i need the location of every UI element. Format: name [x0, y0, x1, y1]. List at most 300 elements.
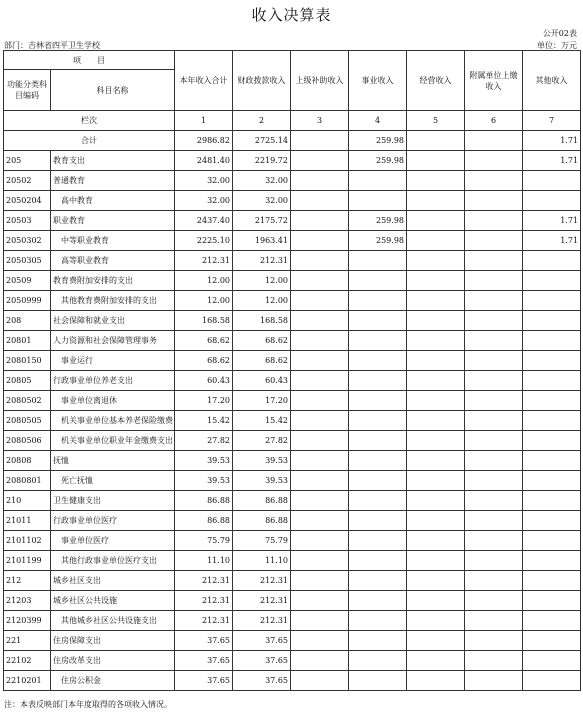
row-code: 2050204 [4, 191, 51, 211]
row-value [465, 471, 523, 491]
row-value: 60.43 [233, 371, 291, 391]
row-value [291, 651, 349, 671]
row-code: 2050999 [4, 291, 51, 311]
row-value [349, 571, 407, 591]
row-value: 11.10 [175, 551, 233, 571]
row-value [291, 351, 349, 371]
lanci-number: 5 [407, 111, 465, 131]
row-value: 1.71 [523, 211, 581, 231]
row-value: 75.79 [233, 531, 291, 551]
row-value [407, 411, 465, 431]
table-row [4, 171, 581, 191]
row-value [291, 531, 349, 551]
lanci-row [4, 111, 581, 131]
table-row [4, 551, 581, 571]
row-value: 259.98 [349, 151, 407, 171]
table-row [4, 571, 581, 591]
row-value [349, 651, 407, 671]
row-value [523, 471, 581, 491]
row-subject-name: 事业单位医疗 [51, 531, 175, 551]
row-subject-name: 行政事业单位医疗 [51, 511, 175, 531]
row-value: 39.53 [175, 471, 233, 491]
row-value [407, 651, 465, 671]
row-value: 15.42 [175, 411, 233, 431]
table-row [4, 351, 581, 371]
row-subject-name: 机关事业单位基本养老保险缴费 [51, 411, 175, 431]
row-value [523, 571, 581, 591]
row-value [349, 611, 407, 631]
row-code: 2120399 [4, 611, 51, 631]
row-value [523, 651, 581, 671]
table-row [4, 631, 581, 651]
row-value [291, 591, 349, 611]
total-value [407, 131, 465, 151]
row-value [407, 531, 465, 551]
row-value [349, 251, 407, 271]
row-value [465, 311, 523, 331]
row-value: 212.31 [233, 571, 291, 591]
row-value [291, 151, 349, 171]
row-value [291, 671, 349, 691]
row-code: 20509 [4, 271, 51, 291]
row-value: 212.31 [175, 611, 233, 631]
row-value [349, 351, 407, 371]
table-row [4, 471, 581, 491]
row-value [349, 311, 407, 331]
row-value: 212.31 [233, 251, 291, 271]
lanci-number: 6 [465, 111, 523, 131]
header-subject-name: 科目名称 [51, 70, 175, 111]
row-code: 205 [4, 151, 51, 171]
row-value [349, 591, 407, 611]
row-value [523, 291, 581, 311]
header-col-4: 事业收入 [349, 51, 407, 111]
row-subject-name: 事业单位离退休 [51, 391, 175, 411]
table-row [4, 191, 581, 211]
table-row [4, 371, 581, 391]
row-subject-name: 普通教育 [51, 171, 175, 191]
row-subject-name: 高等职业教育 [51, 251, 175, 271]
row-value [407, 511, 465, 531]
row-value [291, 371, 349, 391]
row-code: 2080801 [4, 471, 51, 491]
row-subject-name: 城乡社区公共设施 [51, 591, 175, 611]
row-value [291, 391, 349, 411]
row-value [349, 451, 407, 471]
row-code: 20808 [4, 451, 51, 471]
lanci-number: 4 [349, 111, 407, 131]
row-value [349, 391, 407, 411]
row-code: 2080505 [4, 411, 51, 431]
row-value: 39.53 [175, 451, 233, 471]
row-value [349, 551, 407, 571]
row-value [349, 511, 407, 531]
row-value [407, 251, 465, 271]
department-label: 部门：吉林省四平卫生学校 [4, 41, 100, 50]
row-value: 86.88 [175, 491, 233, 511]
row-value [407, 551, 465, 571]
row-value [407, 631, 465, 651]
row-value: 68.62 [175, 331, 233, 351]
row-value [349, 331, 407, 351]
row-value [523, 631, 581, 651]
row-value: 86.88 [233, 491, 291, 511]
row-value: 259.98 [349, 231, 407, 251]
row-value [465, 231, 523, 251]
header-func-code: 功能分类科目编码 [4, 70, 51, 111]
row-value: 2175.72 [233, 211, 291, 231]
row-value: 12.00 [175, 291, 233, 311]
row-value: 17.20 [175, 391, 233, 411]
table-row [4, 251, 581, 271]
row-value [523, 491, 581, 511]
income-final-accounts-table [3, 50, 581, 691]
row-value: 37.65 [233, 631, 291, 651]
row-value [349, 531, 407, 551]
header-col-1: 本年收入合计 [175, 51, 233, 111]
row-value [407, 431, 465, 451]
row-value [291, 471, 349, 491]
row-value: 32.00 [175, 171, 233, 191]
row-value: 32.00 [233, 171, 291, 191]
row-value [349, 431, 407, 451]
row-value [465, 351, 523, 371]
row-value: 37.65 [233, 671, 291, 691]
row-value [407, 231, 465, 251]
header-project: 项 目 [4, 51, 175, 70]
table-row [4, 651, 581, 671]
row-value: 75.79 [175, 531, 233, 551]
header-col-2: 财政拨款收入 [233, 51, 291, 111]
row-value [465, 451, 523, 471]
row-subject-name: 机关事业单位职业年金缴费支出 [51, 431, 175, 451]
row-value [291, 311, 349, 331]
row-value: 68.62 [233, 331, 291, 351]
row-value [291, 271, 349, 291]
row-value [523, 331, 581, 351]
row-value [291, 291, 349, 311]
row-code: 22102 [4, 651, 51, 671]
row-value: 1.71 [523, 151, 581, 171]
table-row [4, 671, 581, 691]
table-row [4, 531, 581, 551]
row-value [291, 491, 349, 511]
row-value [523, 191, 581, 211]
table-row [4, 231, 581, 251]
row-value: 15.42 [233, 411, 291, 431]
row-subject-name: 教育支出 [51, 151, 175, 171]
row-value [349, 371, 407, 391]
row-subject-name: 行政事业单位养老支出 [51, 371, 175, 391]
table-row [4, 431, 581, 451]
row-value [465, 391, 523, 411]
table-row [4, 271, 581, 291]
row-value [465, 611, 523, 631]
row-value [523, 171, 581, 191]
row-subject-name: 其他行政事业单位医疗支出 [51, 551, 175, 571]
row-value [465, 411, 523, 431]
row-value: 212.31 [233, 591, 291, 611]
row-code: 221 [4, 631, 51, 651]
row-value [291, 451, 349, 471]
row-value [465, 291, 523, 311]
row-value [349, 291, 407, 311]
row-value [349, 271, 407, 291]
total-row [4, 131, 581, 151]
row-value [465, 191, 523, 211]
row-subject-name: 住房公积金 [51, 671, 175, 691]
total-value [465, 131, 523, 151]
row-code: 2210201 [4, 671, 51, 691]
row-value [523, 511, 581, 531]
row-value [523, 271, 581, 291]
table-code: 公开02表 [542, 29, 577, 38]
row-value: 60.43 [175, 371, 233, 391]
row-subject-name: 高中教育 [51, 191, 175, 211]
row-code: 2101102 [4, 531, 51, 551]
row-value [523, 551, 581, 571]
row-value [407, 671, 465, 691]
row-value: 2219.72 [233, 151, 291, 171]
row-value [407, 371, 465, 391]
row-value [349, 171, 407, 191]
row-code: 208 [4, 311, 51, 331]
row-value: 17.20 [233, 391, 291, 411]
row-value [407, 611, 465, 631]
row-subject-name: 中等职业教育 [51, 231, 175, 251]
row-value: 37.65 [175, 651, 233, 671]
row-code: 2101199 [4, 551, 51, 571]
row-value: 2481.40 [175, 151, 233, 171]
table-row [4, 311, 581, 331]
row-value [523, 391, 581, 411]
row-value [291, 331, 349, 351]
row-subject-name: 住房保障支出 [51, 631, 175, 651]
table-row [4, 491, 581, 511]
table-row [4, 511, 581, 531]
row-value [291, 611, 349, 631]
row-value [523, 311, 581, 331]
row-value: 212.31 [175, 591, 233, 611]
total-value [291, 131, 349, 151]
row-value [523, 591, 581, 611]
row-subject-name: 其他教育费附加安排的支出 [51, 291, 175, 311]
row-value [465, 591, 523, 611]
total-value: 1.71 [523, 131, 581, 151]
row-value: 27.82 [233, 431, 291, 451]
row-value: 68.62 [175, 351, 233, 371]
row-value [523, 251, 581, 271]
table-row [4, 411, 581, 431]
row-value [291, 511, 349, 531]
table-row [4, 391, 581, 411]
row-value [465, 631, 523, 651]
row-value [523, 531, 581, 551]
lanci-number: 7 [523, 111, 581, 131]
row-value [465, 371, 523, 391]
row-value [465, 551, 523, 571]
row-value [407, 591, 465, 611]
row-value [407, 491, 465, 511]
row-code: 2080150 [4, 351, 51, 371]
row-value [291, 171, 349, 191]
row-value [407, 471, 465, 491]
row-value: 2437.40 [175, 211, 233, 231]
row-value [349, 671, 407, 691]
row-value: 212.31 [175, 251, 233, 271]
row-value: 2225.10 [175, 231, 233, 251]
total-value: 259.98 [349, 131, 407, 151]
row-value [291, 431, 349, 451]
row-value [523, 611, 581, 631]
row-value [465, 431, 523, 451]
row-subject-name: 教育费附加安排的支出 [51, 271, 175, 291]
row-value [349, 471, 407, 491]
row-value: 27.82 [175, 431, 233, 451]
row-code: 20502 [4, 171, 51, 191]
row-code: 20503 [4, 211, 51, 231]
row-value: 1.71 [523, 231, 581, 251]
table-row [4, 291, 581, 311]
row-value: 12.00 [233, 291, 291, 311]
row-value [523, 411, 581, 431]
footnote: 注：本表反映部门本年度取得的各项收入情况。 [4, 700, 172, 709]
row-value [465, 211, 523, 231]
row-value [465, 511, 523, 531]
row-value: 1963.41 [233, 231, 291, 251]
row-value [523, 431, 581, 451]
row-value [407, 271, 465, 291]
row-value [407, 451, 465, 471]
row-value: 212.31 [175, 571, 233, 591]
table-row [4, 331, 581, 351]
row-value [523, 451, 581, 471]
table-row [4, 211, 581, 231]
row-value [291, 571, 349, 591]
row-code: 2050302 [4, 231, 51, 251]
row-value [407, 351, 465, 371]
row-subject-name: 死亡抚恤 [51, 471, 175, 491]
row-value [523, 371, 581, 391]
row-value: 168.58 [233, 311, 291, 331]
row-code: 210 [4, 491, 51, 511]
table-row [4, 611, 581, 631]
lanci-label: 栏次 [4, 111, 175, 131]
page-title: 收入决算表 [251, 6, 332, 24]
row-value [523, 351, 581, 371]
row-value [291, 231, 349, 251]
row-value [349, 631, 407, 651]
row-code: 2050305 [4, 251, 51, 271]
row-value [465, 171, 523, 191]
row-value: 39.53 [233, 471, 291, 491]
row-subject-name: 其他城乡社区公共设施支出 [51, 611, 175, 631]
row-value [407, 391, 465, 411]
table-row [4, 591, 581, 611]
row-value [407, 331, 465, 351]
row-subject-name: 抚恤 [51, 451, 175, 471]
header-col-7: 其他收入 [523, 51, 581, 111]
row-code: 2080506 [4, 431, 51, 451]
lanci-number: 2 [233, 111, 291, 131]
row-value: 11.10 [233, 551, 291, 571]
row-value [523, 671, 581, 691]
lanci-number: 1 [175, 111, 233, 131]
row-subject-name: 事业运行 [51, 351, 175, 371]
row-subject-name: 职业教育 [51, 211, 175, 231]
row-subject-name: 社会保障和就业支出 [51, 311, 175, 331]
row-value [291, 251, 349, 271]
row-value [407, 191, 465, 211]
row-value: 86.88 [175, 511, 233, 531]
total-value: 2725.14 [233, 131, 291, 151]
row-value: 212.31 [233, 611, 291, 631]
table-row [4, 451, 581, 471]
row-value [465, 571, 523, 591]
row-value: 86.88 [233, 511, 291, 531]
row-value [407, 171, 465, 191]
row-code: 20801 [4, 331, 51, 351]
unit-label: 单位：万元 [537, 41, 577, 50]
row-code: 212 [4, 571, 51, 591]
row-subject-name: 住房改革支出 [51, 651, 175, 671]
row-value [465, 151, 523, 171]
row-value [407, 291, 465, 311]
row-subject-name: 卫生健康支出 [51, 491, 175, 511]
row-code: 20805 [4, 371, 51, 391]
row-value [465, 651, 523, 671]
row-subject-name: 人力资源和社会保障管理事务 [51, 331, 175, 351]
row-value: 12.00 [175, 271, 233, 291]
row-value [465, 251, 523, 271]
row-subject-name: 城乡社区支出 [51, 571, 175, 591]
row-value: 32.00 [175, 191, 233, 211]
row-value [407, 311, 465, 331]
row-code: 21011 [4, 511, 51, 531]
row-value [407, 151, 465, 171]
row-value: 37.65 [175, 671, 233, 691]
table-row [4, 151, 581, 171]
row-value: 39.53 [233, 451, 291, 471]
row-value [407, 571, 465, 591]
header-col-3: 上级补助收入 [291, 51, 349, 111]
row-code: 21203 [4, 591, 51, 611]
row-value: 12.00 [233, 271, 291, 291]
row-value: 168.58 [175, 311, 233, 331]
row-code: 2080502 [4, 391, 51, 411]
row-value [465, 331, 523, 351]
row-value: 68.62 [233, 351, 291, 371]
row-value [291, 191, 349, 211]
row-value [465, 271, 523, 291]
row-value [349, 411, 407, 431]
row-value [407, 211, 465, 231]
row-value [465, 671, 523, 691]
row-value [349, 191, 407, 211]
row-value [349, 491, 407, 511]
row-value: 32.00 [233, 191, 291, 211]
row-value: 259.98 [349, 211, 407, 231]
row-value [465, 531, 523, 551]
total-value: 2986.82 [175, 131, 233, 151]
row-value [465, 491, 523, 511]
lanci-number: 3 [291, 111, 349, 131]
row-value: 37.65 [175, 631, 233, 651]
row-value: 37.65 [233, 651, 291, 671]
row-value [291, 411, 349, 431]
row-value [291, 211, 349, 231]
header-col-6: 附属单位上缴收入 [465, 51, 523, 111]
